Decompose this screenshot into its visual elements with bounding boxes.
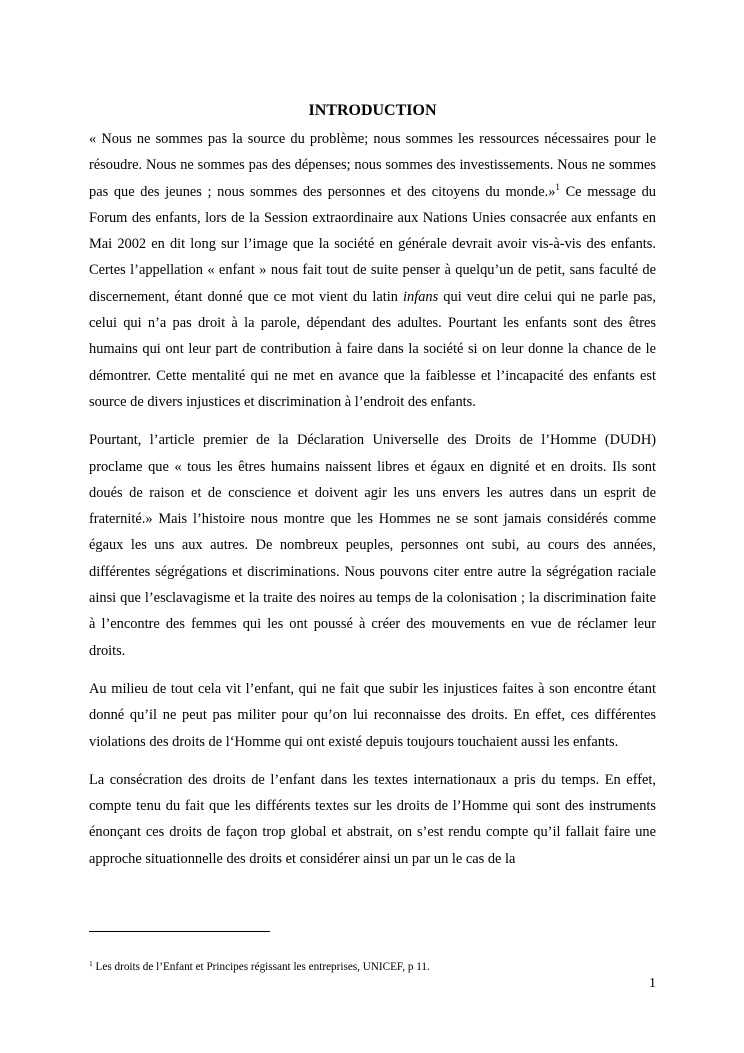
footnote-separator — [89, 931, 270, 932]
page-title: INTRODUCTION — [308, 102, 437, 119]
footnote — [89, 959, 656, 975]
footnote-reference: 1 — [555, 181, 560, 192]
page-number: 1 — [649, 976, 656, 991]
body-text — [89, 126, 656, 884]
paragraph-3: Au milieu de tout cela vit l’enfant, qui ne fait que subir les injustices faites à son encontre étant donné qu’il ne peut pas militer pour qu’on lui reconnaisse des droits. En effet, ces différentes violations des droits de l‘Homme qui ont existé depuis toujours touchaient aussi les enfants. — [89, 680, 656, 750]
document-page — [89, 0, 656, 1053]
paragraph-1 — [89, 126, 656, 415]
paragraph-2: Pourtant, l’article premier de la Déclaration Universelle des Droits de l’Homme (DUDH) proclame que « tous les êtres humains naissent libres et égaux en dignité et en droits. Ils sont doués de raison et de conscience et doivent agir les uns envers les autres dans un esprit de fraternité.» Mais l’histoire nous montre que les Hommes ne se sont jamais considérés comme égaux les uns aux autres. De nombreux peuples, personnes ont subi, au cours des années, différentes ségrégations et discriminations. Nous pouvons citer entre autre la ségrégation raciale ainsi que l’esclavagisme et la traite des noires au temps de la colonisation ; la discrimination faite à l’encontre des femmes qui les ont poussé à créer des mouvements en vue de réclamer leur droits. — [89, 432, 656, 659]
footnote-text: Les droits de l’Enfant et Principes régissant les entreprises, UNICEF, p 11. — [92, 961, 430, 973]
latin-term: infans — [403, 288, 439, 305]
footnote-marker: 1 — [89, 959, 93, 968]
paragraph-1-text: Ce message du Forum des enfants, lors de la Session extraordinaire aux Nations Unies consacrée aux enfants en Mai 2002 en dit long sur l’image que la société en générale devrait avoir vis-à-vis des enfants. Certes l’appellation « enfant » nous fait tout de suite penser à quelqu’un de petit, sans faculté de discernement, étant donné que ce mot vient du latin — [89, 183, 657, 305]
paragraph-1-text-end: qui veut dire celui qui ne parle pas, celui qui n’a pas droit à la parole, dépendant des adultes. Pourtant les enfants sont des êtres humains qui ont leur part de contribution à faire dans la société si on leur donne la chance de le démontrer. Cette mentalité qui ne met en avance que la faiblesse et l’incapacité des enfants est source de divers injustices et discrimination à l’endroit des enfants. — [89, 288, 656, 410]
paragraph-1-quote: « Nous ne sommes pas la source du problème; nous sommes les ressources nécessaires pour le résoudre. Nous ne sommes pas des dépenses; nous sommes des investissements. Nous ne sommes pas que des jeunes ; nous sommes des personnes et des citoyens du monde.» — [89, 131, 656, 200]
paragraph-4: La consécration des droits de l’enfant dans les textes internationaux a pris du temps. En effet, compte tenu du fait que les différents textes sur les droits de l’Homme qui sont des instruments énonçant ces droits de façon trop global et abstrait, on s’est rendu compte qu’il fallait faire une approche situationnelle des droits et considérer ainsi un par un le cas de la — [89, 771, 656, 867]
